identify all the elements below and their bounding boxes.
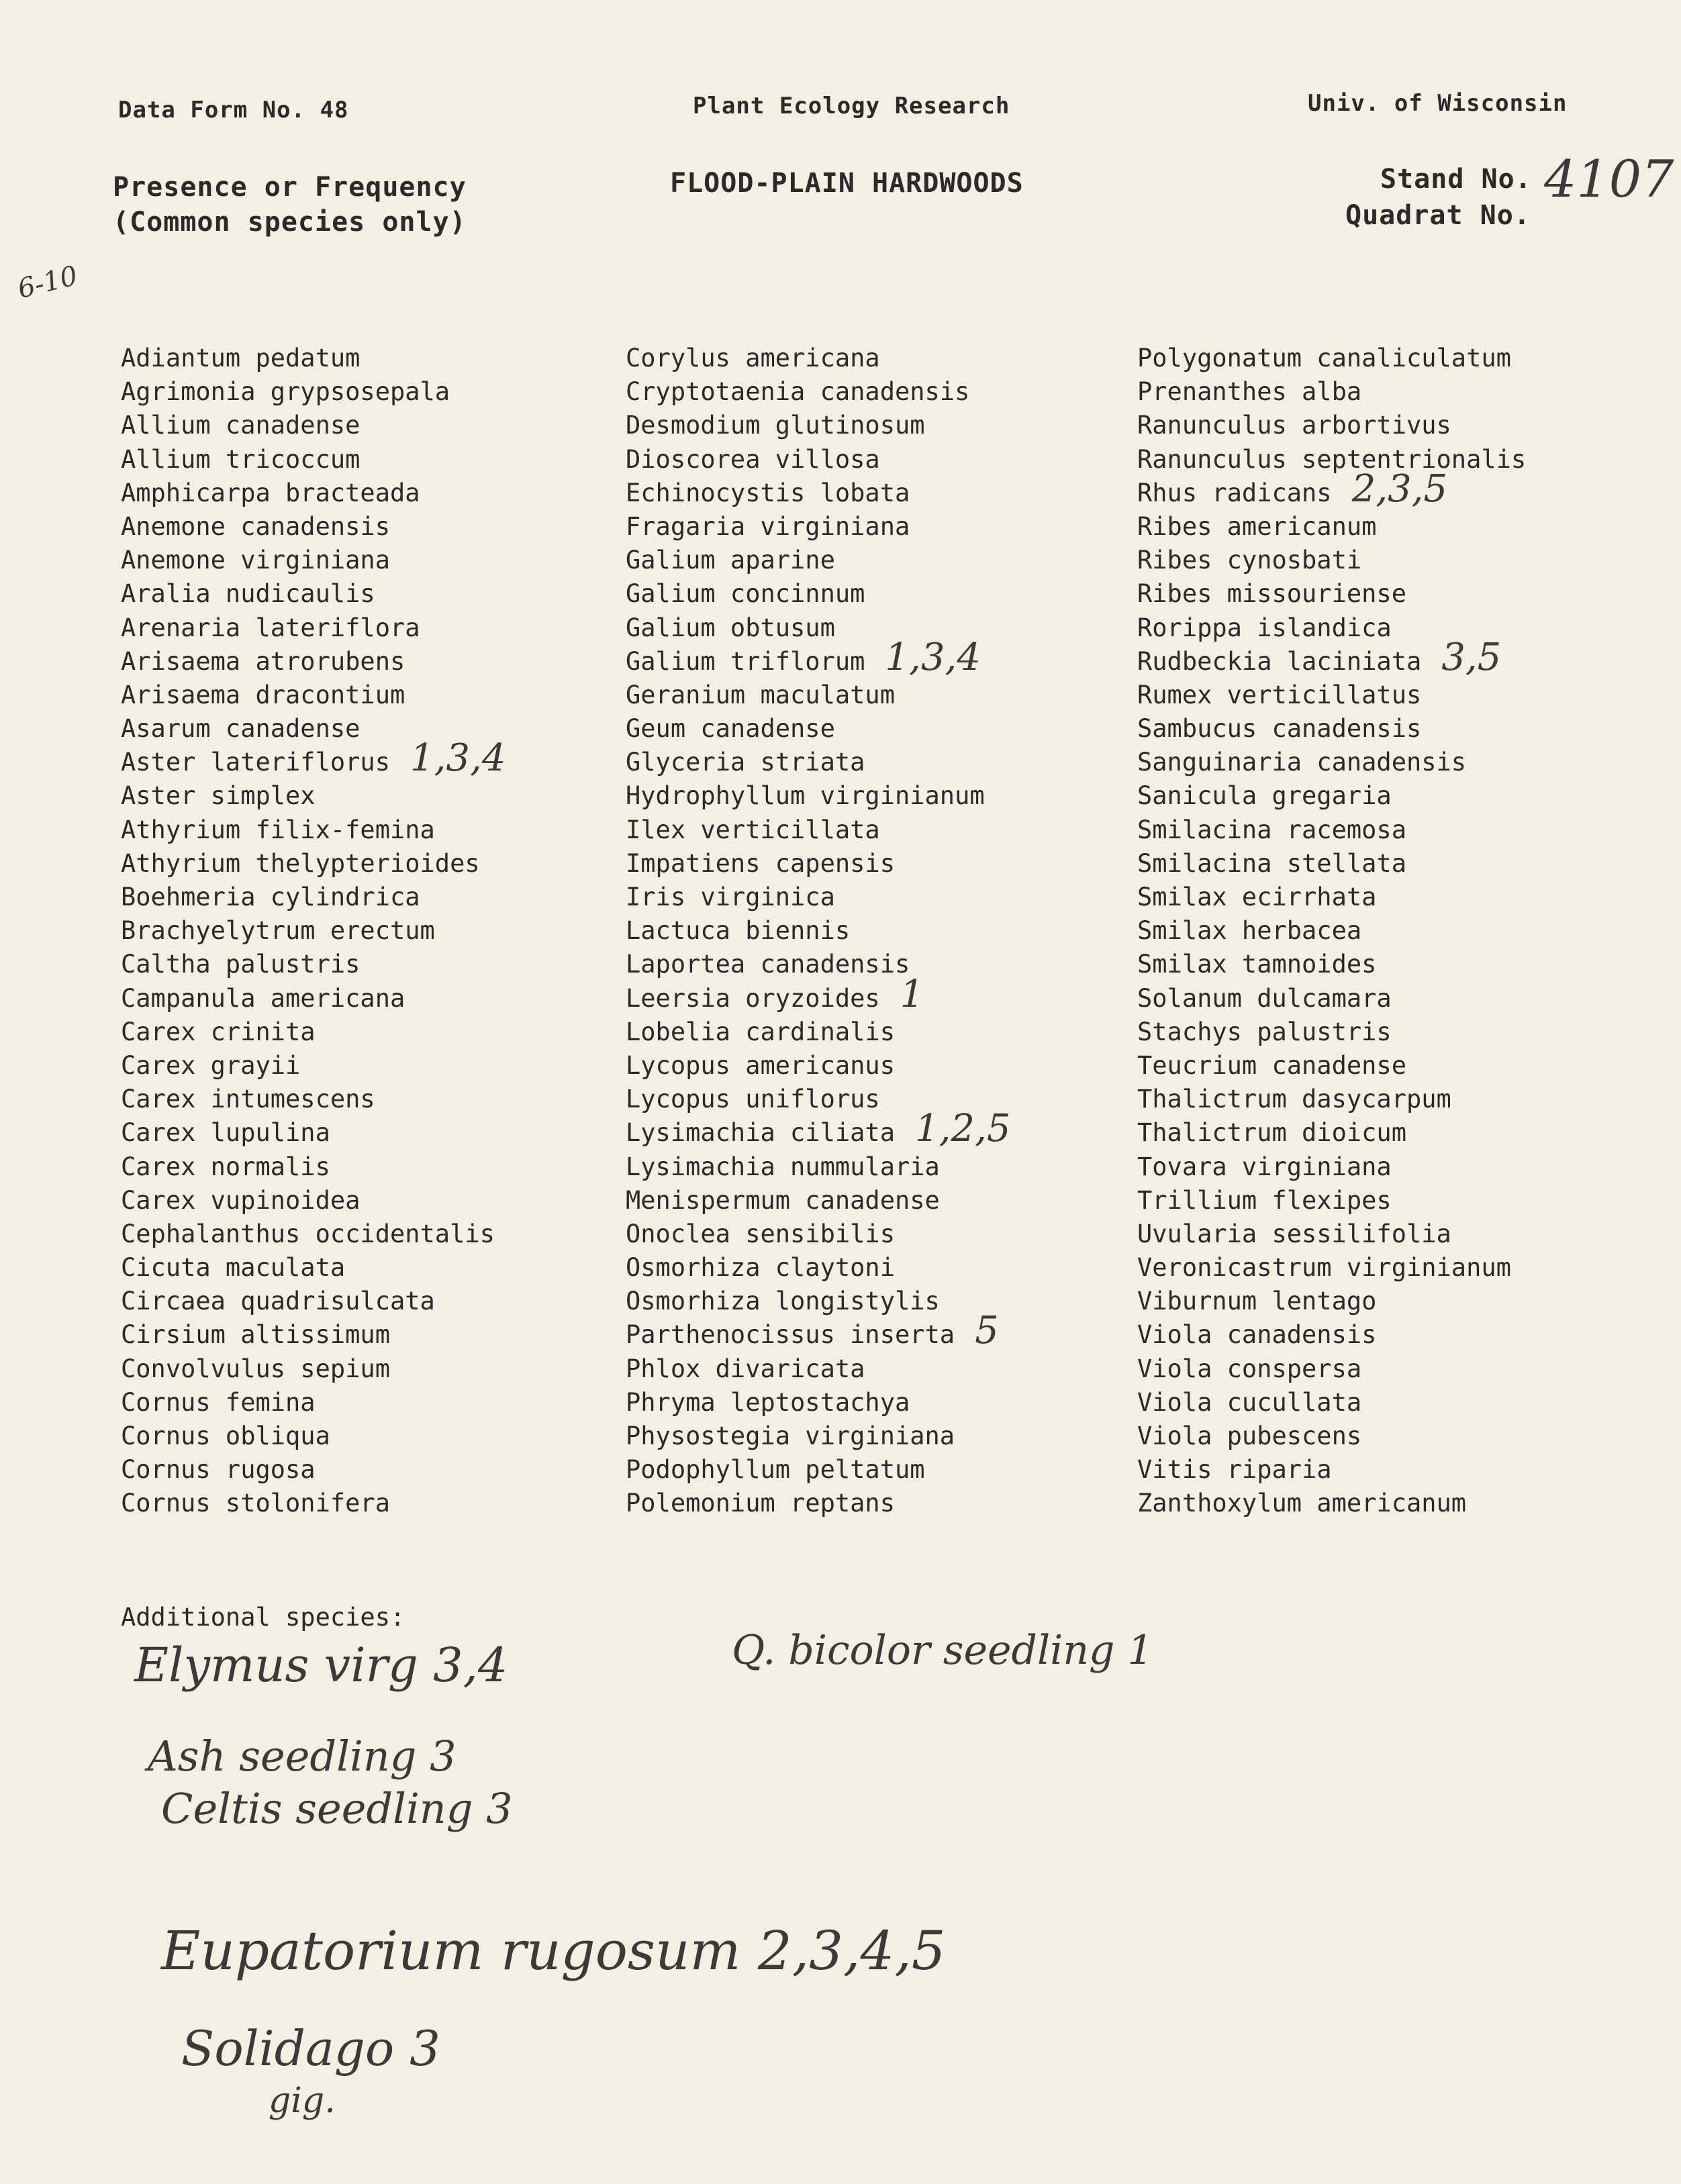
species-row <box>626 1309 1010 1353</box>
species-name: Dioscorea villosa <box>626 444 880 474</box>
species-row <box>626 1483 1010 1516</box>
species-name: Tovara virginiana <box>1137 1152 1392 1181</box>
species-name: Ribes missouriense <box>1137 579 1406 609</box>
species-name: Stachys palustris <box>1137 1017 1392 1046</box>
species-row <box>626 371 1010 405</box>
species-name: Thalictrum dasycarpum <box>1137 1085 1451 1114</box>
species-row <box>121 1213 515 1247</box>
species-row <box>121 675 515 708</box>
species-name: Lactuca biennis <box>626 916 851 946</box>
species-name: Impatiens capensis <box>626 848 895 878</box>
species-row <box>626 1107 1011 1151</box>
species-row <box>121 1314 515 1348</box>
species-row <box>121 736 515 781</box>
species-name: Carex crinita <box>121 1017 316 1046</box>
species-name: Amphicarpa bracteada <box>121 478 420 507</box>
species-row <box>626 635 1010 679</box>
species-row <box>1137 439 1546 473</box>
species-row <box>121 944 515 977</box>
species-row <box>626 338 1010 371</box>
species-name: Ranunculus septentrionalis <box>1137 444 1527 474</box>
frequency-note: 2,3,5 <box>1351 466 1448 511</box>
handwritten-note-eupatorium: Eupatorium rugosum 2,3,4,5 <box>161 1920 946 1982</box>
species-row <box>121 1281 515 1314</box>
form-title: FLOOD-PLAIN HARDWOODS <box>670 168 1024 199</box>
species-row <box>121 540 515 573</box>
species-name: Viola cucullata <box>1137 1387 1362 1417</box>
species-name: Phlox divaricata <box>626 1354 865 1383</box>
species-row <box>1137 540 1546 573</box>
species-row <box>1137 1011 1546 1045</box>
species-name: Viburnum lentago <box>1137 1287 1377 1316</box>
species-row <box>626 1213 1010 1247</box>
handwritten-note-elymus: Elymus virg 3,4 <box>134 1638 508 1693</box>
species-name: Rorippa islandica <box>1137 613 1392 642</box>
species-row <box>626 1180 1010 1213</box>
species-row <box>121 607 515 641</box>
species-name: Sanicula gregaria <box>1137 781 1392 811</box>
species-row <box>626 1449 1010 1483</box>
species-name: Rumex verticillatus <box>1137 680 1422 709</box>
species-row <box>1137 506 1546 540</box>
species-name: Aster lateriflorus <box>121 748 390 777</box>
species-name: Cryptotaenia canadensis <box>626 377 970 407</box>
species-name: Cephalanthus occidentalis <box>121 1219 495 1248</box>
species-name: Ribes americanum <box>1137 511 1377 541</box>
frequency-note: 1,2,5 <box>914 1107 1011 1151</box>
species-name: Galium obtusum <box>626 613 835 642</box>
species-name: Cicuta maculata <box>121 1253 346 1283</box>
species-name: Anemone canadensis <box>121 511 390 541</box>
species-row <box>121 843 515 877</box>
handwritten-note-celtis: Celtis seedling 3 <box>161 1784 513 1833</box>
species-name: Boehmeria cylindrica <box>121 883 420 911</box>
species-name: Uvularia sessilifolia <box>1137 1219 1451 1248</box>
species-name: Osmorhiza claytoni <box>626 1253 895 1283</box>
species-row <box>626 708 1010 742</box>
species-row <box>121 506 515 540</box>
species-name: Echinocystis lobata <box>626 478 910 507</box>
species-row <box>121 1247 515 1281</box>
species-row <box>626 877 1010 910</box>
species-name: Arisaema dracontium <box>121 680 405 709</box>
species-row <box>1137 978 1546 1011</box>
species-name: Adiantum pedatum <box>121 344 361 373</box>
species-name: Arisaema atrorubens <box>121 646 405 676</box>
species-name: Parthenocissus inserta <box>626 1320 955 1350</box>
species-name: Geum canadense <box>626 714 835 744</box>
species-row <box>1137 1213 1546 1247</box>
species-row <box>626 1045 1010 1079</box>
species-name: Anemone virginiana <box>121 546 390 575</box>
species-name: Galium aparine <box>626 546 835 575</box>
species-row <box>626 439 1010 473</box>
species-name: Carex lupulina <box>121 1118 330 1148</box>
handwritten-note-solidago: Solidago 3 <box>181 2020 440 2077</box>
species-name: Glyceria striata <box>626 748 865 777</box>
species-row <box>1137 1416 1546 1449</box>
species-name: Convolvulus sepium <box>121 1354 390 1383</box>
species-row <box>1137 809 1546 843</box>
species-name: Osmorhiza longistylis <box>626 1287 940 1316</box>
species-row <box>626 1348 1010 1382</box>
species-row <box>1137 1112 1546 1146</box>
frequency-note: 5 <box>975 1309 999 1353</box>
species-row <box>1137 742 1546 775</box>
species-row <box>121 1416 515 1449</box>
species-name: Polemonium reptans <box>626 1489 895 1518</box>
species-row <box>626 540 1010 573</box>
species-name: Cornus femina <box>121 1387 316 1417</box>
species-name: Physostegia virginiana <box>626 1422 955 1450</box>
species-row <box>121 405 515 438</box>
species-name: Ribes cynosbati <box>1137 546 1362 575</box>
species-row <box>121 1146 515 1180</box>
species-name: Vitis riparia <box>1137 1455 1332 1485</box>
species-row <box>121 1382 515 1416</box>
species-row <box>1137 1314 1546 1348</box>
species-name: Teucrium canadense <box>1137 1050 1406 1080</box>
species-name: Lycopus uniflorus <box>626 1085 880 1114</box>
species-name: Trillium flexipes <box>1137 1185 1392 1215</box>
species-name: Ranunculus arbortivus <box>1137 411 1451 440</box>
species-row <box>626 506 1010 540</box>
species-name: Campanula americana <box>121 983 405 1013</box>
species-name: Prenanthes alba <box>1137 377 1362 407</box>
species-name: Phryma leptostachya <box>626 1387 910 1417</box>
species-name: Rudbeckia laciniata <box>1137 646 1422 676</box>
species-name: Sambucus canadensis <box>1137 714 1422 744</box>
species-name: Agrimonia grypsosepala <box>121 377 450 407</box>
species-name: Zanthoxylum americanum <box>1137 1489 1467 1518</box>
species-row <box>626 473 1010 506</box>
species-row <box>1137 405 1546 438</box>
species-name: Lysimachia nummularia <box>626 1152 940 1181</box>
species-row <box>121 1045 515 1079</box>
margin-note: 6-10 <box>14 260 81 305</box>
species-row <box>1137 573 1546 607</box>
species-name: Viola pubescens <box>1137 1422 1362 1450</box>
species-name: Smilax ecirrhata <box>1137 883 1377 911</box>
species-name: Allium tricoccum <box>121 444 361 474</box>
species-row <box>626 809 1010 843</box>
presence-label: Presence or Frequency <box>113 172 467 203</box>
species-row <box>626 1247 1010 1281</box>
species-name: Leersia oryzoides <box>626 983 880 1013</box>
species-name: Ilex verticillata <box>626 815 880 844</box>
species-name: Allium canadense <box>121 411 361 440</box>
species-row <box>121 1112 515 1146</box>
species-name: Smilacina racemosa <box>1137 815 1406 844</box>
species-row <box>1137 1382 1546 1416</box>
species-row <box>121 1011 515 1045</box>
species-row <box>626 775 1010 809</box>
species-name: Arenaria lateriflora <box>121 613 420 642</box>
species-row <box>121 439 515 473</box>
species-name: Menispermum canadense <box>626 1185 940 1215</box>
species-row <box>121 1180 515 1213</box>
species-name: Cornus obliqua <box>121 1422 330 1450</box>
species-row <box>121 1483 515 1516</box>
handwritten-note-quercus: Q. bicolor seedling 1 <box>732 1627 1153 1674</box>
species-row <box>1137 775 1546 809</box>
species-row <box>1137 877 1546 910</box>
species-row <box>1137 708 1546 742</box>
species-name: Cirsium altissimum <box>121 1320 390 1350</box>
species-row <box>1137 1180 1546 1213</box>
species-name: Galium triflorum <box>626 646 865 676</box>
species-row <box>121 473 515 506</box>
species-name: Thalictrum dioicum <box>1137 1118 1406 1148</box>
species-name: Athyrium thelypterioides <box>121 848 480 878</box>
species-name: Cornus rugosa <box>121 1455 316 1485</box>
species-name: Fragaria virginiana <box>626 511 910 541</box>
frequency-note: 1 <box>900 972 924 1016</box>
handwritten-note-ash: Ash seedling 3 <box>148 1732 457 1781</box>
species-row <box>1137 1247 1546 1281</box>
species-column-2 <box>626 338 1010 1517</box>
species-name: Podophyllum peltatum <box>626 1455 925 1485</box>
species-name: Asarum canadense <box>121 714 361 744</box>
research-title: Plant Ecology Research <box>693 93 1010 119</box>
species-name: Onoclea sensibilis <box>626 1219 895 1248</box>
species-row <box>121 573 515 607</box>
species-name: Desmodium glutinosum <box>626 411 925 440</box>
species-name: Aralia nudicaulis <box>121 579 375 609</box>
species-row <box>626 573 1010 607</box>
species-row <box>1137 1348 1546 1382</box>
species-row <box>626 742 1010 775</box>
species-name: Carex vupinoidea <box>121 1185 361 1215</box>
species-name: Rhus radicans <box>1137 478 1332 507</box>
species-name: Solanum dulcamara <box>1137 983 1392 1013</box>
frequency-note: 1,3,4 <box>885 635 981 679</box>
stand-label: Stand No. <box>1380 164 1532 195</box>
species-row <box>626 1011 1010 1045</box>
species-name: Viola conspersa <box>1137 1354 1362 1383</box>
species-name: Iris virginica <box>626 883 835 911</box>
species-row <box>121 641 515 675</box>
species-row <box>1137 1045 1546 1079</box>
species-row <box>626 675 1010 708</box>
species-name: Circaea quadrisulcata <box>121 1287 435 1316</box>
species-row <box>626 972 1010 1016</box>
species-name: Hydrophyllum virginianum <box>626 781 985 811</box>
species-name: Laportea canadensis <box>626 950 910 979</box>
species-row <box>626 405 1010 438</box>
species-name: Veronicastrum virginianum <box>1137 1253 1511 1283</box>
species-name: Carex grayii <box>121 1050 301 1080</box>
university-name: Univ. of Wisconsin <box>1308 90 1568 117</box>
species-name: Viola canadensis <box>1137 1320 1377 1350</box>
species-name: Lobelia cardinalis <box>626 1017 895 1046</box>
species-row <box>626 910 1010 944</box>
species-row <box>1137 843 1546 877</box>
species-row <box>626 944 1010 977</box>
species-row <box>1137 1281 1546 1314</box>
species-row <box>626 1281 1010 1314</box>
stand-number: 4107 <box>1544 149 1674 209</box>
species-row <box>121 371 515 405</box>
species-name: Smilacina stellata <box>1137 848 1406 878</box>
species-row <box>1137 371 1546 405</box>
species-name: Carex intumescens <box>121 1085 375 1114</box>
common-species-label: (Common species only) <box>113 207 467 238</box>
species-name: Lycopus americanus <box>626 1050 895 1080</box>
frequency-note: 1,3,4 <box>410 736 506 781</box>
species-column-1 <box>121 338 515 1517</box>
species-row <box>1137 338 1546 371</box>
species-name: Brachyelytrum erectum <box>121 916 435 946</box>
species-row <box>1137 1483 1546 1516</box>
species-row <box>626 843 1010 877</box>
form-number: Data Form No. 48 <box>118 97 349 123</box>
species-name: Smilax tamnoides <box>1137 950 1377 979</box>
species-row <box>121 1079 515 1112</box>
handwritten-note-gig: gig. <box>269 2081 336 2121</box>
species-row <box>1137 1449 1546 1483</box>
species-row <box>1137 466 1546 511</box>
species-name: Lysimachia ciliata <box>626 1118 895 1148</box>
species-row <box>121 1449 515 1483</box>
species-name: Athyrium filix-femina <box>121 815 435 844</box>
species-row <box>121 978 515 1011</box>
species-row <box>121 338 515 371</box>
species-column-3 <box>1137 338 1546 1517</box>
species-name: Aster simplex <box>121 781 316 811</box>
species-row <box>121 877 515 910</box>
species-name: Caltha palustris <box>121 950 361 979</box>
species-name: Carex normalis <box>121 1152 330 1181</box>
species-row <box>121 809 515 843</box>
species-row <box>121 1348 515 1382</box>
species-row <box>121 910 515 944</box>
species-name: Corylus americana <box>626 344 880 373</box>
species-name: Cornus stolonifera <box>121 1489 390 1518</box>
additional-species-label: Additional species: <box>121 1603 405 1632</box>
species-row <box>1137 1079 1546 1112</box>
species-row <box>1137 910 1546 944</box>
species-name: Smilax herbacea <box>1137 916 1362 946</box>
species-row <box>1137 675 1546 708</box>
species-row <box>1137 944 1546 977</box>
species-name: Polygonatum canaliculatum <box>1137 344 1511 373</box>
quadrat-label: Quadrat No. <box>1345 200 1531 231</box>
species-name: Sanguinaria canadensis <box>1137 748 1467 777</box>
species-row <box>1137 1146 1546 1180</box>
species-row <box>626 1416 1010 1449</box>
species-row <box>626 1146 1010 1180</box>
frequency-note: 3,5 <box>1441 635 1502 679</box>
species-row <box>121 775 515 809</box>
species-name: Geranium maculatum <box>626 680 895 709</box>
species-row <box>626 1382 1010 1416</box>
species-name: Galium concinnum <box>626 579 865 609</box>
species-row <box>1137 635 1546 679</box>
